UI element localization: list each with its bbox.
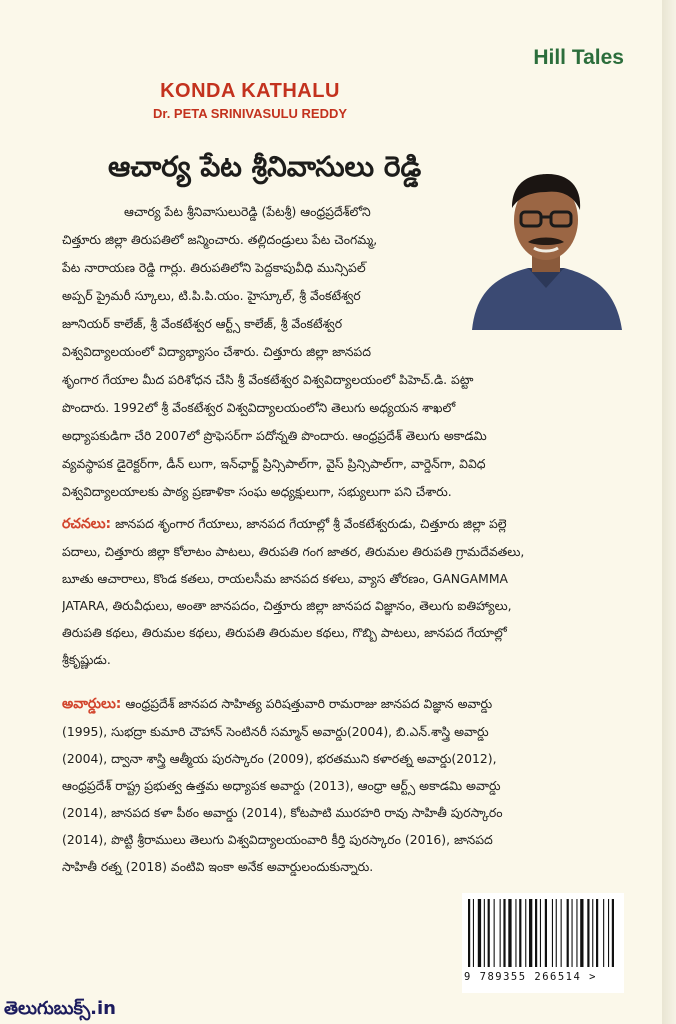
works-line: JATARA, తిరువీధులు, అంతా జానపదం, చిత్తూరు జిల్లా జానపద విజ్ఞానం, తెలుగు ఐతిహ్యాలు, [62,598,512,613]
barcode-bars [462,893,624,969]
awards-section [62,690,624,880]
publisher-logo: తెలుగుబుక్స్.in [4,998,116,1019]
book-title: KONDA KATHALU [160,80,340,102]
bio-line: విశ్వవిద్యాలయాలకు పాఠ్య ప్రణాళికా సంఘ అధ్యక్షులుగా, సభ్యులుగా పని చేశారు. [62,484,452,499]
author-heading: ఆచార్య పేట శ్రీనివాసులు రెడ్డి [108,150,422,183]
bio-line: పొందారు. 1992లో శ్రీ వేంకటేశ్వర విశ్వవిద్యాలయంలోని తెలుగు అధ్యయన శాఖలో [62,400,456,415]
book-author: Dr. PETA SRINIVASULU REDDY [152,106,348,121]
awards-line: ఆంధ్రప్రదేశ్ రాష్ట్ర ప్రభుత్వ ఉత్తమ అధ్యాపక అవార్డు (2013), ఆంధ్రా ఆర్ట్స్ అకాడమి అవార్డు [62,778,501,793]
awards-line: (2014), పొట్టి శ్రీరాములు తెలుగు విశ్వవిద్యాలయంవారి కీర్తి పురస్కారం (2016), జానపద [62,832,493,847]
awards-label: అవార్డులు: [62,696,122,712]
works-line: పదాలు, చిత్తూరు జిల్లా కోలాటం పాటలు, తిరుపతి గంగ జాతర, తిరుమల తిరుపతి గ్రామదేవతలు, [62,544,525,559]
works-line [62,510,624,538]
awards-line: (1995), సుభద్రా కుమారి చౌహాన్ సెంటినరీ సమ్మాన్ అవార్డు(2004), బి.ఎన్.శాస్త్రి అవార్డు [62,724,489,739]
works-text: జానపద శృంగార గేయాలు, జానపద గేయాల్లో శ్రీ వేంకటేశ్వరుడు, చిత్తూరు జిల్లా పల్లె [111,516,507,531]
bio-line: శృంగార గేయాల మీద పరిశోధన చేసి శ్రీ వేంకటేశ్వర విశ్వవిద్యాలయంలో పిహెచ్.డి. పట్టా [62,372,474,387]
works-line: బూతు ఆచారాలు, కొండ కతలు, రాయలసీమ జానపద కళలు, వ్యాస తోరణం, GANGAMMA [62,571,508,586]
works-label: రచనలు: [62,516,112,532]
bio-line: జూనియర్ కాలేజ్, శ్రీ వేంకటేశ్వర ఆర్ట్స్ కాలేజ్, శ్రీ వేంకటేశ్వర [62,316,343,331]
bio-line: ఆచార్య పేట శ్రీనివాసులురెడ్డి (పేటశ్రీ) ఆంధ్రప్రదేశ్‌లోని [124,204,371,219]
awards-line: (2014), జానపద కళా పీఠం అవార్డు (2014), కోటపాటి మురహరి రావు సాహితీ పురస్కారం [62,805,503,820]
book-spine-edge [662,0,676,1024]
bio-line: అధ్యాపకుడిగా చేరి 2007లో ప్రొఫెసర్‌గా పదోన్నతి పొందారు. ఆంధ్రప్రదేశ్ తెలుగు అకాడమి [62,428,487,443]
awards-line: (2004), ద్వానా శాస్త్రి ఆత్మీయ పురస్కారం (2009), భరతముని కళారత్న అవార్డు(2012), [62,751,497,766]
bio-line: వ్యవస్థాపక డైరెక్టర్‌గా, డీన్ లుగా, ఇన్‌ఛార్జ్ ప్రిన్సిపాల్‌గా, వైస్ ప్రిన్సిపాల్‌గా, వార్డెన్‌గా, వివిధ [62,456,486,471]
works-section [62,510,624,673]
works-line: శ్రీకృష్ణుడు. [62,652,111,667]
works-line: తిరుపతి కథలు, తిరుమల కథలు, తిరుపతి తిరుమల కథలు, గొబ్బి పాటలు, జానపద గేయాల్లో [62,625,507,640]
author-biography [62,198,620,506]
awards-text: ఆంధ్రప్రదేశ్ జానపద సాహిత్య పరిషత్తువారి రామరాజు జానపద విజ్ఞాన అవార్డు [121,696,493,711]
bio-line: అప్పర్ ప్రైమరీ స్కూలు, టి.పి.పి.యం. హైస్కూల్, శ్రీ వేంకటేశ్వర [62,288,361,303]
series-name: Hill Tales [533,46,624,69]
bio-line: పేట నారాయణ రెడ్డి గార్లు. తిరుపతిలోని పెద్దకాపువీధి మున్సిపల్ [62,260,366,275]
awards-line: సాహితీ రత్న (2018) వంటివి ఇంకా అనేక అవార్డులందుకున్నారు. [62,859,374,874]
bio-line: విశ్వవిద్యాలయంలో విద్యాభ్యాసం చేశారు. చిత్తూరు జిల్లా జానపద [62,344,371,359]
isbn-number: 9 789355 266514 > [464,971,597,983]
awards-line [62,690,624,718]
bio-line: చిత్తూరు జిల్లా తిరుపతిలో జన్మించారు. తల్లిదండ్రులు పేట చెంగమ్మ, [62,232,378,247]
